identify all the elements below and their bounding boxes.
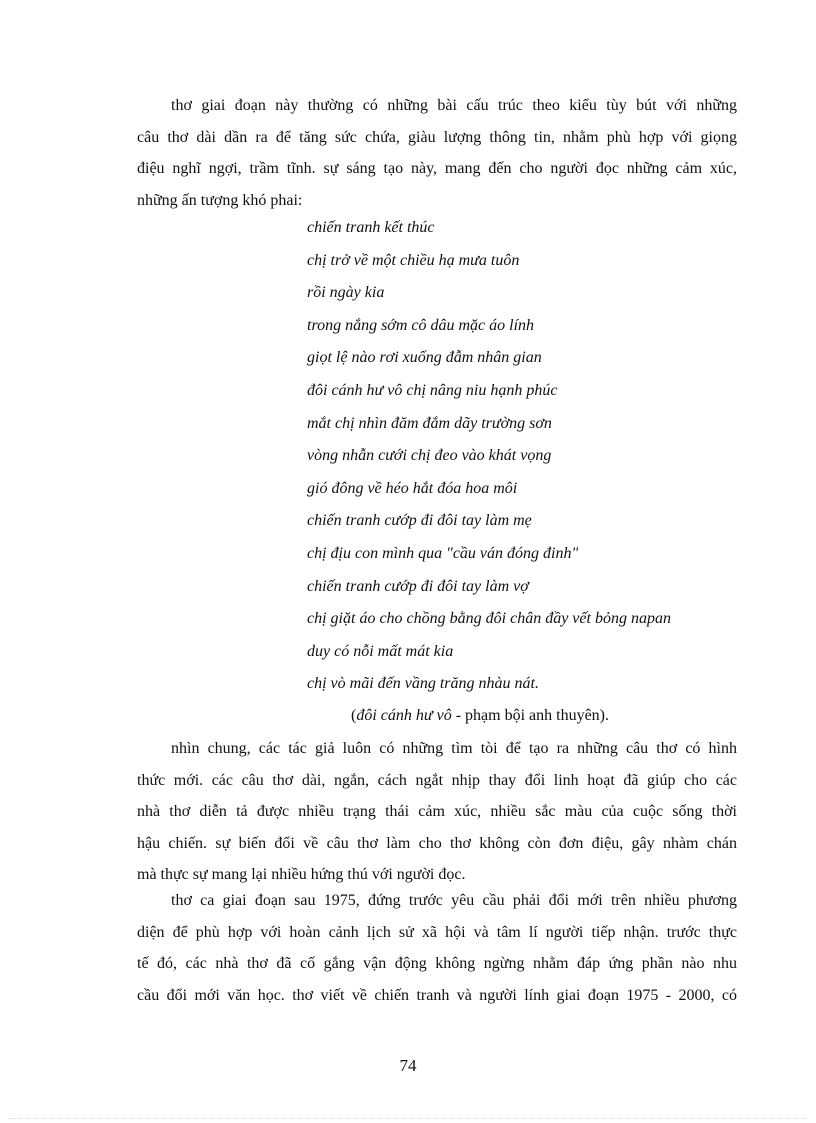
poem-line: trong nắng sớm cô dâu mặc áo lính	[307, 316, 535, 334]
paragraph-after-1975	[137, 885, 737, 1011]
poem-excerpt	[307, 214, 747, 703]
poem-line: chị địu con mình qua "cầu ván đóng đinh"	[307, 544, 579, 562]
poem-line: chị giặt áo cho chồng bằng đôi chân đầy vết bỏng napan	[307, 610, 671, 628]
text-line: hậu chiến. sự biến đổi về câu thơ làm cho thơ không còn đơn điệu, gây nhàm chán	[137, 834, 737, 852]
page-number: 74	[399, 1056, 417, 1075]
poem-line: chị vò mãi đến vầng trăng nhàu nát.	[307, 675, 539, 693]
poem-line: rồi ngày kia	[307, 284, 385, 302]
attribution-author: - phạm bội anh thuyên).	[451, 707, 609, 724]
poem-line: mắt chị nhìn đăm đắm dãy trường sơn	[307, 414, 552, 432]
text-line: thơ giai đoạn này thường có những bài cấu trúc theo kiểu tùy bút với những	[171, 97, 737, 114]
poem-line: chiến tranh kết thúc	[307, 219, 435, 236]
poem-line: vòng nhẫn cưới chị đeo vào khát vọng	[307, 447, 552, 465]
poem-line: đôi cánh hư vô chị nâng niu hạnh phúc	[307, 381, 558, 399]
poem-line: chiến tranh cướp đi đôi tay làm mẹ	[307, 512, 532, 530]
poem-attribution	[351, 704, 609, 728]
text-line: điệu nghĩ ngợi, trầm tĩnh. sự sáng tạo này, mang đến cho người đọc những cảm xúc,	[137, 160, 737, 177]
text-line: mà thực sự mang lại nhiều hứng thú với người đọc.	[137, 866, 466, 883]
text-line: thơ ca giai đoạn sau 1975, đứng trước yêu cầu phải đổi mới trên nhiều phương	[171, 892, 737, 909]
text-line: những ấn tượng khó phai:	[137, 191, 303, 209]
text-line: nhà thơ diễn tả được nhiều trạng thái cảm xúc, nhiều sắc màu của cuộc sống thời	[137, 803, 737, 820]
text-line: thức mới. các câu thơ dài, ngắn, cách ngắt nhịp thay đổi linh hoạt đã giúp cho các	[137, 771, 737, 789]
poem-line: giọt lệ nào rơi xuống đẫm nhân gian	[307, 349, 542, 367]
page-bottom-rule	[8, 1118, 808, 1119]
paragraph-summary	[137, 733, 737, 891]
text-line: tế đó, các nhà thơ đã cố gắng vận động không ngừng nhằm đáp ứng phần nào nhu	[137, 955, 737, 972]
poem-line: gió đông về héo hắt đóa hoa môi	[307, 479, 518, 497]
text-line: cầu đổi mới văn học. thơ viết về chiến tranh và người lính giai đoạn 1975 - 2000, có	[137, 986, 737, 1004]
poem-line: duy có nỗi mất mát kia	[307, 642, 454, 660]
attribution-open: (	[351, 707, 357, 724]
poem-line: chiến tranh cướp đi đôi tay làm vợ	[307, 577, 529, 595]
text-line: nhìn chung, các tác giả luôn có những tìm tòi để tạo ra những câu thơ có hình	[171, 740, 737, 757]
paragraph-intro	[137, 90, 737, 216]
text-line: diện để phù hợp với hoàn cảnh lịch sử xã hội và tâm lí người tiếp nhận. trước thực	[137, 923, 737, 941]
text-line: câu thơ dài dần ra để tăng sức chứa, giàu lượng thông tin, nhằm phù hợp với giọng	[137, 128, 737, 146]
poem-line: chị trở về một chiều hạ mưa tuôn	[307, 251, 520, 269]
attribution-title: đôi cánh hư vô	[356, 707, 452, 724]
